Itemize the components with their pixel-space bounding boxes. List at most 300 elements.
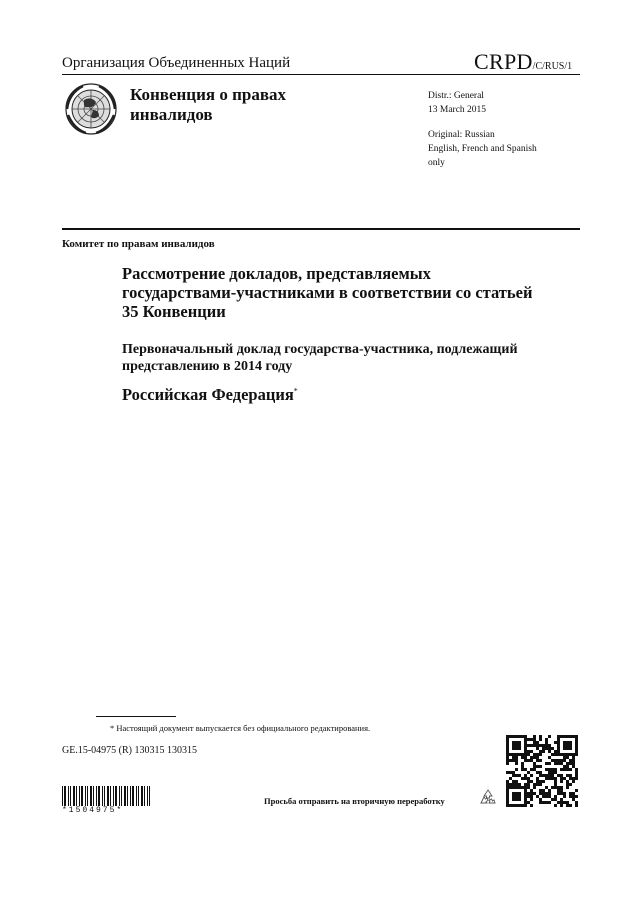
barcode-bar [96, 786, 97, 806]
qr-module [548, 801, 551, 804]
qr-module [554, 768, 557, 771]
qr-module [545, 777, 548, 780]
qr-module [575, 750, 578, 753]
qr-module [536, 756, 539, 759]
barcode-bar [107, 786, 109, 806]
qr-module [542, 747, 545, 750]
qr-module [512, 783, 515, 786]
qr-module [506, 753, 509, 756]
qr-module [545, 786, 548, 789]
un-emblem-icon [64, 82, 118, 136]
qr-module [548, 735, 551, 738]
qr-module [530, 774, 533, 777]
qr-module [533, 738, 536, 741]
qr-module [512, 780, 515, 783]
qr-module [524, 777, 527, 780]
qr-module [506, 762, 509, 765]
qr-module [521, 777, 524, 780]
qr-module [521, 753, 524, 756]
qr-module [530, 738, 533, 741]
country-heading [122, 385, 298, 405]
qr-module [545, 744, 548, 747]
qr-module [506, 756, 509, 759]
qr-module [518, 753, 521, 756]
qr-module [521, 735, 524, 738]
qr-module [539, 759, 542, 762]
qr-module [575, 753, 578, 756]
qr-module [557, 738, 560, 741]
qr-module [512, 753, 515, 756]
qr-module [506, 741, 509, 744]
qr-module [563, 744, 566, 747]
qr-module [539, 783, 542, 786]
qr-module [563, 777, 566, 780]
qr-module [527, 783, 530, 786]
qr-module [560, 789, 563, 792]
document-subtitle: Первоначальный доклад государства-участника, подлежащий представлению в 2014 году [122, 342, 518, 374]
qr-module [569, 792, 572, 795]
qr-module [575, 801, 578, 804]
qr-module [548, 792, 551, 795]
qr-module [554, 753, 557, 756]
qr-module [506, 750, 509, 753]
barcode-bar [73, 786, 75, 806]
distribution-type: Distr.: General [428, 91, 484, 101]
qr-module [572, 762, 575, 765]
barcode-bar [76, 786, 77, 806]
qr-module [536, 771, 539, 774]
qr-module [533, 735, 536, 738]
qr-module [548, 744, 551, 747]
qr-module [515, 804, 518, 807]
qr-module [524, 783, 527, 786]
qr-module [533, 762, 536, 765]
qr-module [518, 774, 521, 777]
document-symbol [474, 49, 572, 75]
qr-module [515, 756, 518, 759]
section-rule [62, 228, 580, 230]
qr-module [542, 789, 545, 792]
qr-module [566, 804, 569, 807]
qr-module [518, 783, 521, 786]
qr-module [551, 774, 554, 777]
qr-module [569, 804, 572, 807]
qr-module [530, 789, 533, 792]
qr-module [566, 801, 569, 804]
qr-module [530, 792, 533, 795]
qr-module [512, 747, 515, 750]
qr-module [518, 741, 521, 744]
qr-module [545, 774, 548, 777]
qr-module [560, 768, 563, 771]
qr-module [506, 804, 509, 807]
issue-date: 13 March 2015 [428, 105, 487, 115]
qr-module [557, 786, 560, 789]
qr-module [512, 744, 515, 747]
qr-module [545, 768, 548, 771]
qr-module [515, 741, 518, 744]
qr-module [524, 735, 527, 738]
footnote-rule [96, 716, 176, 717]
barcode-text: *1504975* [62, 806, 124, 815]
qr-module [530, 798, 533, 801]
qr-module [566, 753, 569, 756]
qr-module [557, 753, 560, 756]
qr-module [572, 777, 575, 780]
qr-module [527, 750, 530, 753]
qr-module [572, 765, 575, 768]
qr-module [560, 786, 563, 789]
qr-module [530, 759, 533, 762]
qr-module [530, 750, 533, 753]
qr-module [554, 777, 557, 780]
qr-module [572, 780, 575, 783]
qr-module [572, 795, 575, 798]
qr-module [533, 753, 536, 756]
qr-module [512, 735, 515, 738]
qr-module [539, 774, 542, 777]
qr-module [560, 774, 563, 777]
qr-module [536, 744, 539, 747]
qr-module [515, 786, 518, 789]
barcode-bar [138, 786, 139, 806]
qr-module [557, 774, 560, 777]
barcode-bar [121, 786, 122, 806]
qr-module [524, 741, 527, 744]
qr-module [551, 771, 554, 774]
qr-module [563, 768, 566, 771]
qr-module [560, 735, 563, 738]
qr-module [509, 777, 512, 780]
qr-module [563, 735, 566, 738]
qr-module [560, 780, 563, 783]
qr-module [572, 756, 575, 759]
organization-name: Организация Объединенных Наций [62, 55, 291, 71]
qr-module [533, 741, 536, 744]
qr-module [551, 753, 554, 756]
qr-code [506, 735, 578, 807]
qr-module [506, 786, 509, 789]
qr-module [542, 795, 545, 798]
qr-module [575, 738, 578, 741]
qr-module [572, 759, 575, 762]
qr-module [554, 741, 557, 744]
qr-module [569, 762, 572, 765]
qr-module [563, 795, 566, 798]
barcode-bar [149, 786, 150, 806]
barcode-bar [132, 786, 134, 806]
qr-module [527, 780, 530, 783]
barcode-bar [115, 786, 117, 806]
qr-module [524, 774, 527, 777]
qr-module [524, 795, 527, 798]
footnote: * Настоящий документ выпускается без официального редактирования. [110, 723, 371, 733]
qr-module [563, 801, 566, 804]
qr-module [575, 771, 578, 774]
qr-module [560, 804, 563, 807]
qr-module [542, 744, 545, 747]
available-languages: English, French and Spanish only [428, 144, 537, 168]
qr-module [575, 795, 578, 798]
qr-module [533, 783, 536, 786]
qr-module [545, 795, 548, 798]
qr-module [548, 756, 551, 759]
qr-module [575, 741, 578, 744]
qr-module [524, 801, 527, 804]
qr-module [521, 756, 524, 759]
qr-module [515, 792, 518, 795]
language-block [428, 128, 548, 170]
qr-module [548, 762, 551, 765]
barcode [62, 786, 150, 806]
qr-module [539, 801, 542, 804]
qr-module [524, 747, 527, 750]
qr-module [539, 735, 542, 738]
qr-module [563, 756, 566, 759]
barcode-bar [64, 786, 66, 806]
qr-module [524, 744, 527, 747]
qr-module [509, 771, 512, 774]
qr-module [506, 744, 509, 747]
qr-module [506, 735, 509, 738]
barcode-bar [102, 786, 103, 806]
qr-module [515, 735, 518, 738]
qr-module [545, 762, 548, 765]
barcode-bar [90, 786, 92, 806]
qr-module [566, 735, 569, 738]
qr-module [539, 738, 542, 741]
qr-module [551, 768, 554, 771]
qr-module [557, 735, 560, 738]
qr-module [533, 765, 536, 768]
barcode-bar [136, 786, 137, 806]
qr-module [542, 792, 545, 795]
qr-module [512, 795, 515, 798]
qr-module [524, 798, 527, 801]
qr-module [518, 744, 521, 747]
barcode-bar [98, 786, 100, 806]
qr-module [539, 789, 542, 792]
document-symbol-suffix: /C/RUS/1 [532, 61, 573, 72]
qr-module [542, 801, 545, 804]
qr-module [563, 747, 566, 750]
qr-module [545, 747, 548, 750]
qr-module [560, 762, 563, 765]
qr-module [506, 801, 509, 804]
qr-module [569, 777, 572, 780]
barcode-bar [124, 786, 126, 806]
qr-module [515, 780, 518, 783]
qr-module [506, 738, 509, 741]
qr-module [533, 744, 536, 747]
qr-module [572, 798, 575, 801]
barcode-bar [130, 786, 131, 806]
qr-module [515, 759, 518, 762]
qr-module [566, 768, 569, 771]
barcode-bar [93, 786, 94, 806]
qr-module [545, 792, 548, 795]
qr-module [536, 741, 539, 744]
qr-module [560, 798, 563, 801]
qr-module [536, 777, 539, 780]
qr-module [524, 786, 527, 789]
qr-module [572, 735, 575, 738]
qr-module [527, 744, 530, 747]
qr-module [512, 741, 515, 744]
qr-module [527, 795, 530, 798]
qr-module [509, 735, 512, 738]
qr-module [566, 783, 569, 786]
qr-module [560, 777, 563, 780]
qr-module [554, 759, 557, 762]
header-rule [62, 74, 580, 75]
qr-module [524, 753, 527, 756]
qr-module [518, 735, 521, 738]
qr-module [527, 786, 530, 789]
qr-module [518, 786, 521, 789]
recycle-text: Просьба отправить на вторичную переработку [264, 796, 445, 806]
qr-module [545, 801, 548, 804]
qr-module [572, 792, 575, 795]
qr-module [539, 753, 542, 756]
qr-module [536, 747, 539, 750]
qr-module [554, 762, 557, 765]
qr-module [569, 741, 572, 744]
qr-module [539, 792, 542, 795]
qr-module [512, 798, 515, 801]
qr-module [524, 759, 527, 762]
qr-module [512, 774, 515, 777]
qr-module [518, 795, 521, 798]
qr-module [524, 789, 527, 792]
qr-module [539, 771, 542, 774]
qr-module [509, 783, 512, 786]
barcode-bar [85, 786, 86, 806]
qr-module [560, 801, 563, 804]
qr-module [539, 765, 542, 768]
qr-module [569, 744, 572, 747]
qr-module [554, 786, 557, 789]
qr-module [521, 762, 524, 765]
qr-module [563, 792, 566, 795]
qr-module [509, 804, 512, 807]
qr-module [515, 753, 518, 756]
qr-module [554, 780, 557, 783]
qr-module [566, 765, 569, 768]
qr-module [557, 801, 560, 804]
qr-module [569, 735, 572, 738]
qr-module [548, 750, 551, 753]
qr-module [554, 750, 557, 753]
qr-module [575, 735, 578, 738]
qr-module [566, 756, 569, 759]
qr-module [560, 792, 563, 795]
qr-module [524, 792, 527, 795]
qr-module [554, 783, 557, 786]
qr-module [569, 759, 572, 762]
qr-module [566, 780, 569, 783]
barcode-bar [144, 786, 145, 806]
qr-module [524, 756, 527, 759]
qr-module [512, 756, 515, 759]
qr-module [521, 804, 524, 807]
qr-module [536, 783, 539, 786]
qr-module [548, 789, 551, 792]
qr-module [575, 777, 578, 780]
qr-module [536, 753, 539, 756]
qr-module [563, 753, 566, 756]
qr-module [512, 786, 515, 789]
qr-module [563, 765, 566, 768]
qr-module [527, 759, 530, 762]
qr-module [566, 762, 569, 765]
qr-module [554, 795, 557, 798]
qr-module [521, 765, 524, 768]
qr-module [548, 795, 551, 798]
qr-module [557, 750, 560, 753]
qr-module [557, 747, 560, 750]
qr-module [557, 762, 560, 765]
distribution-block [428, 89, 486, 117]
qr-module [536, 759, 539, 762]
qr-module [545, 738, 548, 741]
qr-module [506, 747, 509, 750]
barcode-bar [113, 786, 114, 806]
qr-module [506, 780, 509, 783]
qr-module [566, 744, 569, 747]
qr-module [551, 777, 554, 780]
qr-module [542, 780, 545, 783]
qr-module [551, 786, 554, 789]
qr-module [515, 768, 518, 771]
barcode-bar [87, 786, 88, 806]
qr-module [509, 759, 512, 762]
qr-module [506, 792, 509, 795]
qr-module [524, 738, 527, 741]
qr-module [548, 771, 551, 774]
qr-module [509, 753, 512, 756]
qr-module [548, 768, 551, 771]
qr-module [539, 780, 542, 783]
qr-module [506, 795, 509, 798]
qr-module [569, 747, 572, 750]
qr-module [530, 756, 533, 759]
qr-module [509, 786, 512, 789]
qr-module [521, 786, 524, 789]
qr-module [533, 756, 536, 759]
qr-module [536, 795, 539, 798]
country-name: Российская Федерация [122, 385, 294, 404]
qr-module [518, 747, 521, 750]
qr-module [506, 798, 509, 801]
qr-module [542, 750, 545, 753]
qr-module [551, 798, 554, 801]
qr-module [527, 771, 530, 774]
barcode-bar [147, 786, 148, 806]
qr-module [575, 804, 578, 807]
convention-title: Конвенция о правах инвалидов [130, 85, 287, 124]
qr-module [554, 798, 557, 801]
qr-module [530, 744, 533, 747]
qr-module [572, 753, 575, 756]
qr-module [566, 747, 569, 750]
qr-module [554, 771, 557, 774]
qr-module [533, 786, 536, 789]
barcode-bar [81, 786, 83, 806]
qr-module [530, 780, 533, 783]
document-title: Рассмотрение докладов, представляемых государствами-участниками в соответствии со статьей 35 Конвенции [122, 264, 533, 321]
qr-module [569, 768, 572, 771]
